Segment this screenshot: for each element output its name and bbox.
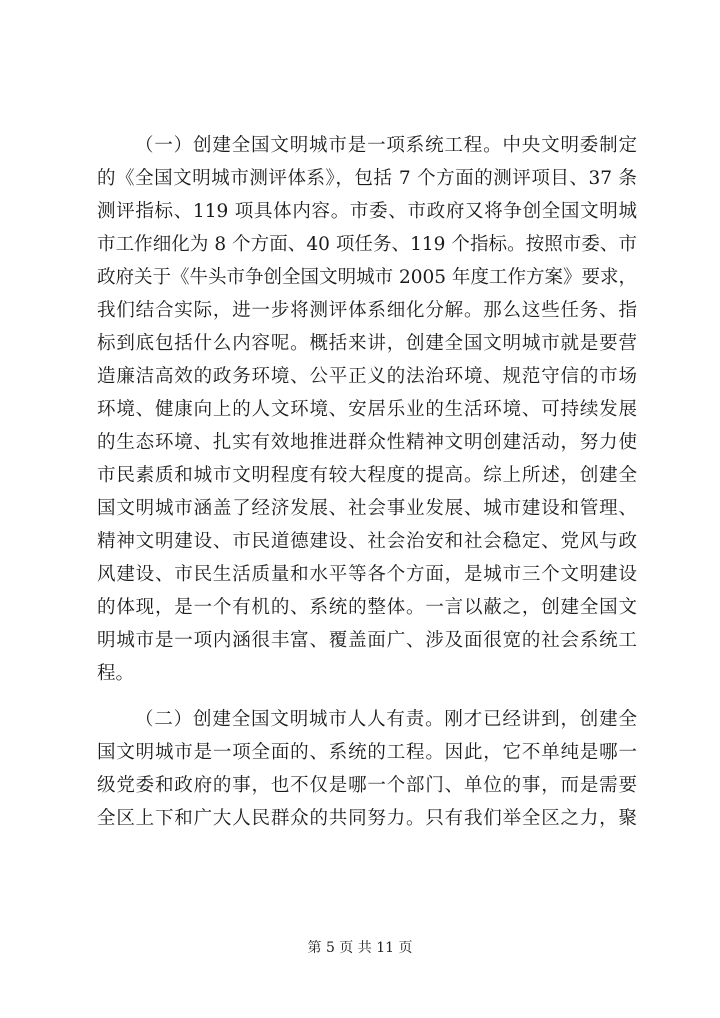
- text-line: 风建设、市民生活质量和水平等各个方面，是城市三个文明建设: [97, 564, 637, 585]
- paragraph-spacer: [97, 690, 637, 703]
- text-line: 造廉洁高效的政务环境、公平正义的法治环境、规范守信的市场: [97, 366, 637, 387]
- body-text: [97, 129, 637, 835]
- paragraph-2: [97, 703, 637, 835]
- text-line: 市民素质和城市文明程度有较大程度的提高。综上所述，创建全: [97, 465, 637, 486]
- text-line: 环境、健康向上的人文环境、安居乐业的生活环境、可持续发展: [97, 399, 637, 420]
- text-line: 的体现，是一个有机的、系统的整体。一言以蔽之，创建全国文: [97, 597, 637, 618]
- text-line: 全区上下和广大人民群众的共同努力。只有我们举全区之力，聚: [97, 808, 637, 829]
- text-line: 程。: [97, 663, 135, 684]
- text-line: 国文明城市涵盖了经济发展、社会事业发展、城市建设和管理、: [97, 498, 637, 519]
- text-line: 标到底包括什么内容呢。概括来讲，创建全国文明城市就是要营: [97, 333, 637, 354]
- page-footer: 第 5 页 共 11 页: [307, 940, 413, 956]
- text-line: 测评指标、119 项具体内容。市委、市政府又将争创全国文明城: [97, 201, 637, 222]
- text-line: 国文明城市是一项全面的、系统的工程。因此，它不单纯是哪一: [97, 742, 637, 763]
- text-line: 明城市是一项内涵很丰富、覆盖面广、涉及面很宽的社会系统工: [97, 630, 637, 651]
- paragraph-1: [97, 129, 637, 690]
- text-line: 我们结合实际，进一步将测评体系细化分解。那么这些任务、指: [97, 300, 637, 321]
- text-line: 市工作细化为 8 个方面、40 项任务、119 个指标。按照市委、市: [97, 234, 637, 255]
- text-line: 级党委和政府的事，也不仅是哪一个部门、单位的事，而是需要: [97, 775, 637, 796]
- text-line: 政府关于《牛头市争创全国文明城市 2005 年度工作方案》要求，: [97, 267, 637, 288]
- text-line: 精神文明建设、市民道德建设、社会治安和社会稳定、党风与政: [97, 531, 637, 552]
- text-line: （一）创建全国文明城市是一项系统工程。中央文明委制定: [135, 135, 637, 156]
- text-line: 的生态环境、扎实有效地推进群众性精神文明创建活动，努力使: [97, 432, 637, 453]
- text-line: 的《全国文明城市测评体系》，包括 7 个方面的测评项目、37 条: [97, 168, 637, 189]
- text-line: （二）创建全国文明城市人人有责。刚才已经讲到，创建全: [135, 709, 637, 730]
